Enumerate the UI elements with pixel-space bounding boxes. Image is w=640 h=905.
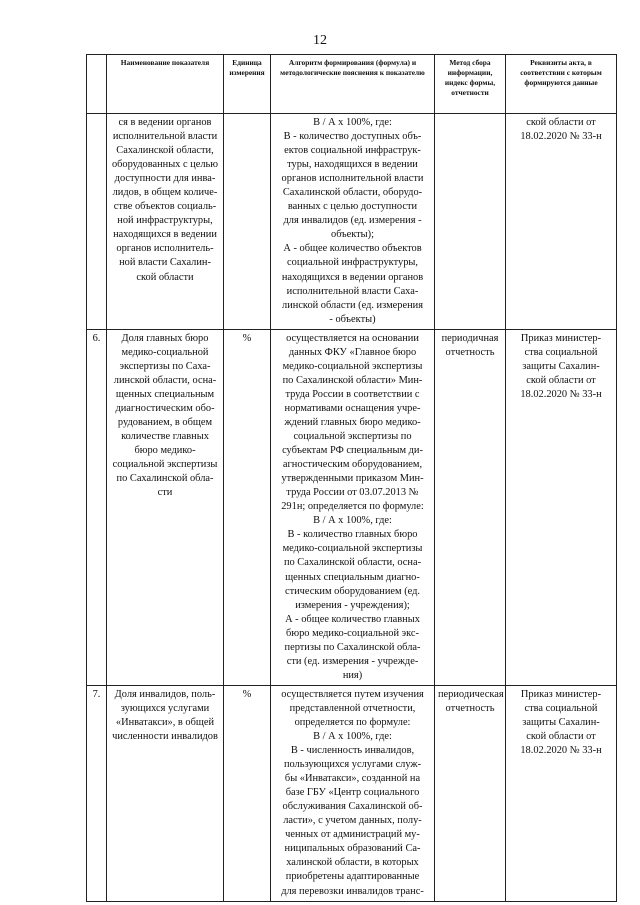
table-row bbox=[87, 114, 617, 330]
text-line: медико-социальной bbox=[121, 346, 209, 358]
text-line: лидов, в общем количе- bbox=[112, 187, 218, 199]
unit-cell: % bbox=[224, 329, 271, 685]
text-line: периодичная bbox=[441, 332, 499, 344]
text-line: для инвалидов (ед. измерения - bbox=[283, 215, 422, 227]
algorithm-cell bbox=[271, 114, 435, 330]
text-line: бы «Инватакси», созданной на bbox=[284, 773, 421, 785]
text-line: халинской области, в которых bbox=[286, 857, 419, 869]
text-line: определяется по формуле: bbox=[294, 716, 411, 728]
text-line: В / А х 100%, где: bbox=[313, 117, 392, 128]
method-cell bbox=[435, 685, 506, 901]
text-line: В - численность инвалидов, bbox=[290, 745, 415, 757]
header-unit: Единица измерения bbox=[224, 55, 271, 114]
row-number bbox=[87, 114, 107, 330]
text-line: туры, находящихся в ведении bbox=[287, 159, 418, 171]
text-line: ниципальных образований Са- bbox=[284, 843, 421, 855]
text-line: количестве главных bbox=[121, 431, 209, 443]
text-line: представленной отчетности, bbox=[289, 702, 416, 714]
requisites-cell bbox=[506, 685, 617, 901]
text-line: Сахалинской области, bbox=[116, 145, 214, 157]
text-line: по Сахалинской области, осна- bbox=[283, 557, 422, 569]
text-line: защиты Сахалин- bbox=[522, 716, 600, 728]
text-line: осуществляется путем изучения bbox=[281, 688, 424, 700]
text-line: бюро медико- bbox=[134, 445, 196, 457]
text-line: субъектам РФ специальным ди- bbox=[282, 445, 423, 457]
text-line: 18.02.2020 № 33-н bbox=[520, 388, 602, 400]
indicator-name bbox=[107, 685, 224, 901]
text-line: Доля главных бюро bbox=[121, 332, 209, 344]
text-line: сти bbox=[157, 487, 173, 499]
text-line: осуществляется на основании bbox=[286, 332, 419, 344]
text-line: труда России в соответствии с bbox=[285, 388, 420, 400]
text-line: стическим оборудованием (ед. bbox=[284, 585, 421, 597]
text-line: нормативами оснащения учре- bbox=[284, 402, 421, 414]
text-line: сти (ед. измерения - учрежде- bbox=[286, 655, 419, 667]
text-line: 18.02.2020 № 33-н bbox=[520, 745, 602, 757]
text-line: находящихся в ведении органов bbox=[281, 271, 424, 283]
header-name: Наименование показателя bbox=[107, 55, 224, 114]
text-line: ной инфраструктуры, bbox=[117, 215, 213, 227]
text-line: приобретены адаптированные bbox=[285, 871, 420, 883]
indicator-table bbox=[86, 54, 617, 902]
table-row bbox=[87, 329, 617, 685]
text-line: по Сахалинской обла- bbox=[116, 473, 214, 485]
text-line: медико-социальной экспертизы bbox=[282, 543, 423, 555]
text-line: агностическим оборудованием, bbox=[282, 459, 423, 471]
text-line: пользующихся услугами служ- bbox=[283, 759, 422, 771]
text-line: защиты Сахалин- bbox=[522, 360, 600, 372]
text-line: Приказ министер- bbox=[520, 332, 602, 344]
text-line: «Инватакси», в общей bbox=[115, 716, 215, 728]
algorithm-cell bbox=[271, 329, 435, 685]
text-line: медико-социальной экспертизы bbox=[282, 360, 423, 372]
text-line: бюро медико-социальной экс- bbox=[286, 627, 419, 639]
text-line: социальной экспертизы bbox=[112, 459, 218, 471]
unit-cell: % bbox=[224, 685, 271, 901]
text-line: для перевозки инвалидов транс- bbox=[281, 885, 424, 897]
text-line: линской области, осна- bbox=[113, 374, 217, 386]
text-line: обслуживания Сахалинской об- bbox=[282, 801, 423, 813]
table-row bbox=[87, 685, 617, 901]
text-line: исполнительной власти bbox=[112, 131, 218, 143]
text-line: ской области от bbox=[526, 117, 596, 128]
text-line: В / А х 100%, где: bbox=[313, 731, 392, 743]
method-cell bbox=[435, 114, 506, 330]
text-line: щенных специальным диагно- bbox=[285, 571, 420, 583]
text-line: экспертизы по Саха- bbox=[119, 360, 211, 372]
method-cell bbox=[435, 329, 506, 685]
row-number: 7. bbox=[87, 685, 107, 901]
header-method: Метод сбора информации, индекс формы, отчетности bbox=[435, 55, 506, 114]
text-line: щенных специальным bbox=[115, 388, 215, 400]
row-number: 6. bbox=[87, 329, 107, 685]
text-line: ния) bbox=[342, 669, 363, 681]
indicator-name bbox=[107, 329, 224, 685]
text-line: по Сахалинской области» Мин- bbox=[282, 374, 423, 386]
table-header-row bbox=[87, 55, 617, 114]
text-line: стве объектов социаль- bbox=[113, 201, 217, 213]
text-line: базе ГБУ «Центр социального bbox=[285, 787, 420, 799]
text-line: В - количество главных бюро bbox=[287, 529, 418, 541]
text-line: доступности для инва- bbox=[114, 173, 216, 185]
algorithm-cell bbox=[271, 685, 435, 901]
text-line: 18.02.2020 № 33-н bbox=[520, 131, 602, 143]
indicator-name bbox=[107, 114, 224, 330]
text-line: органов исполнительной власти bbox=[281, 173, 424, 185]
text-line: Приказ министер- bbox=[520, 688, 602, 700]
requisites-cell bbox=[506, 329, 617, 685]
text-line: В / А х 100%, где: bbox=[313, 515, 392, 527]
text-line: - объекты) bbox=[329, 313, 376, 325]
text-line: пертизы по Сахалинской обла- bbox=[284, 641, 421, 653]
text-line: ждений главных бюро медико- bbox=[284, 416, 421, 428]
header-algorithm: Алгоритм формирования (формула) и методологические пояснения к показателю bbox=[271, 55, 435, 114]
text-line: ся в ведении органов bbox=[118, 117, 212, 128]
text-line: 291н; определяется по формуле: bbox=[281, 501, 424, 513]
text-line: ласти», с учетом данных, полу- bbox=[283, 815, 422, 827]
text-line: труда России от 03.07.2013 № bbox=[286, 487, 419, 499]
text-line: А - общее количество объектов bbox=[283, 243, 422, 255]
text-line: ской области bbox=[136, 271, 194, 283]
text-line: Сахалинской области, оборудо- bbox=[282, 187, 423, 199]
text-line: данных ФКУ «Главное бюро bbox=[288, 346, 417, 358]
text-line: измерения - учреждения); bbox=[295, 599, 410, 611]
text-line: объекты); bbox=[331, 229, 374, 241]
text-line: ной власти Сахалин- bbox=[119, 257, 211, 269]
text-line: отчетность bbox=[445, 702, 495, 714]
text-line: исполнительной власти Саха- bbox=[286, 285, 419, 297]
text-line: ектов социальной инфраструк- bbox=[284, 145, 421, 157]
text-line: находящихся в ведении bbox=[113, 229, 217, 241]
text-line: ской области от bbox=[526, 374, 596, 386]
requisites-cell bbox=[506, 114, 617, 330]
text-line: ченных от администраций му- bbox=[285, 829, 420, 841]
text-line: линской области (ед. измерения bbox=[282, 299, 423, 311]
text-line: диагностическим обо- bbox=[115, 402, 215, 414]
text-line: социальной инфраструктуры, bbox=[287, 257, 418, 269]
text-line: утвержденными приказом Мин- bbox=[281, 473, 424, 485]
text-line: ской области от bbox=[526, 731, 596, 743]
text-line: В - количество доступных объ- bbox=[283, 131, 422, 143]
header-num bbox=[87, 55, 107, 114]
text-line: рудованием, в общем bbox=[117, 416, 213, 428]
text-line: оборудованных с целью bbox=[111, 159, 219, 171]
text-line: численности инвалидов bbox=[112, 731, 218, 743]
text-line: Доля инвалидов, поль- bbox=[114, 688, 216, 700]
text-line: периодическая bbox=[438, 688, 504, 700]
header-requisites: Реквизиты акта, в соответствии с которым формируются данные bbox=[506, 55, 617, 114]
text-line: А - общее количество главных bbox=[285, 613, 420, 625]
text-line: ства социальной bbox=[524, 346, 598, 358]
text-line: ванных с целью доступности bbox=[287, 201, 418, 213]
text-line: органов исполнитель- bbox=[116, 243, 214, 255]
text-line: социальной экспертизы по bbox=[293, 431, 412, 443]
text-line: зующихся услугами bbox=[120, 702, 210, 714]
text-line: отчетность bbox=[445, 346, 495, 358]
text-line: ства социальной bbox=[524, 702, 598, 714]
page-number: 12 bbox=[313, 33, 327, 48]
unit-cell bbox=[224, 114, 271, 330]
